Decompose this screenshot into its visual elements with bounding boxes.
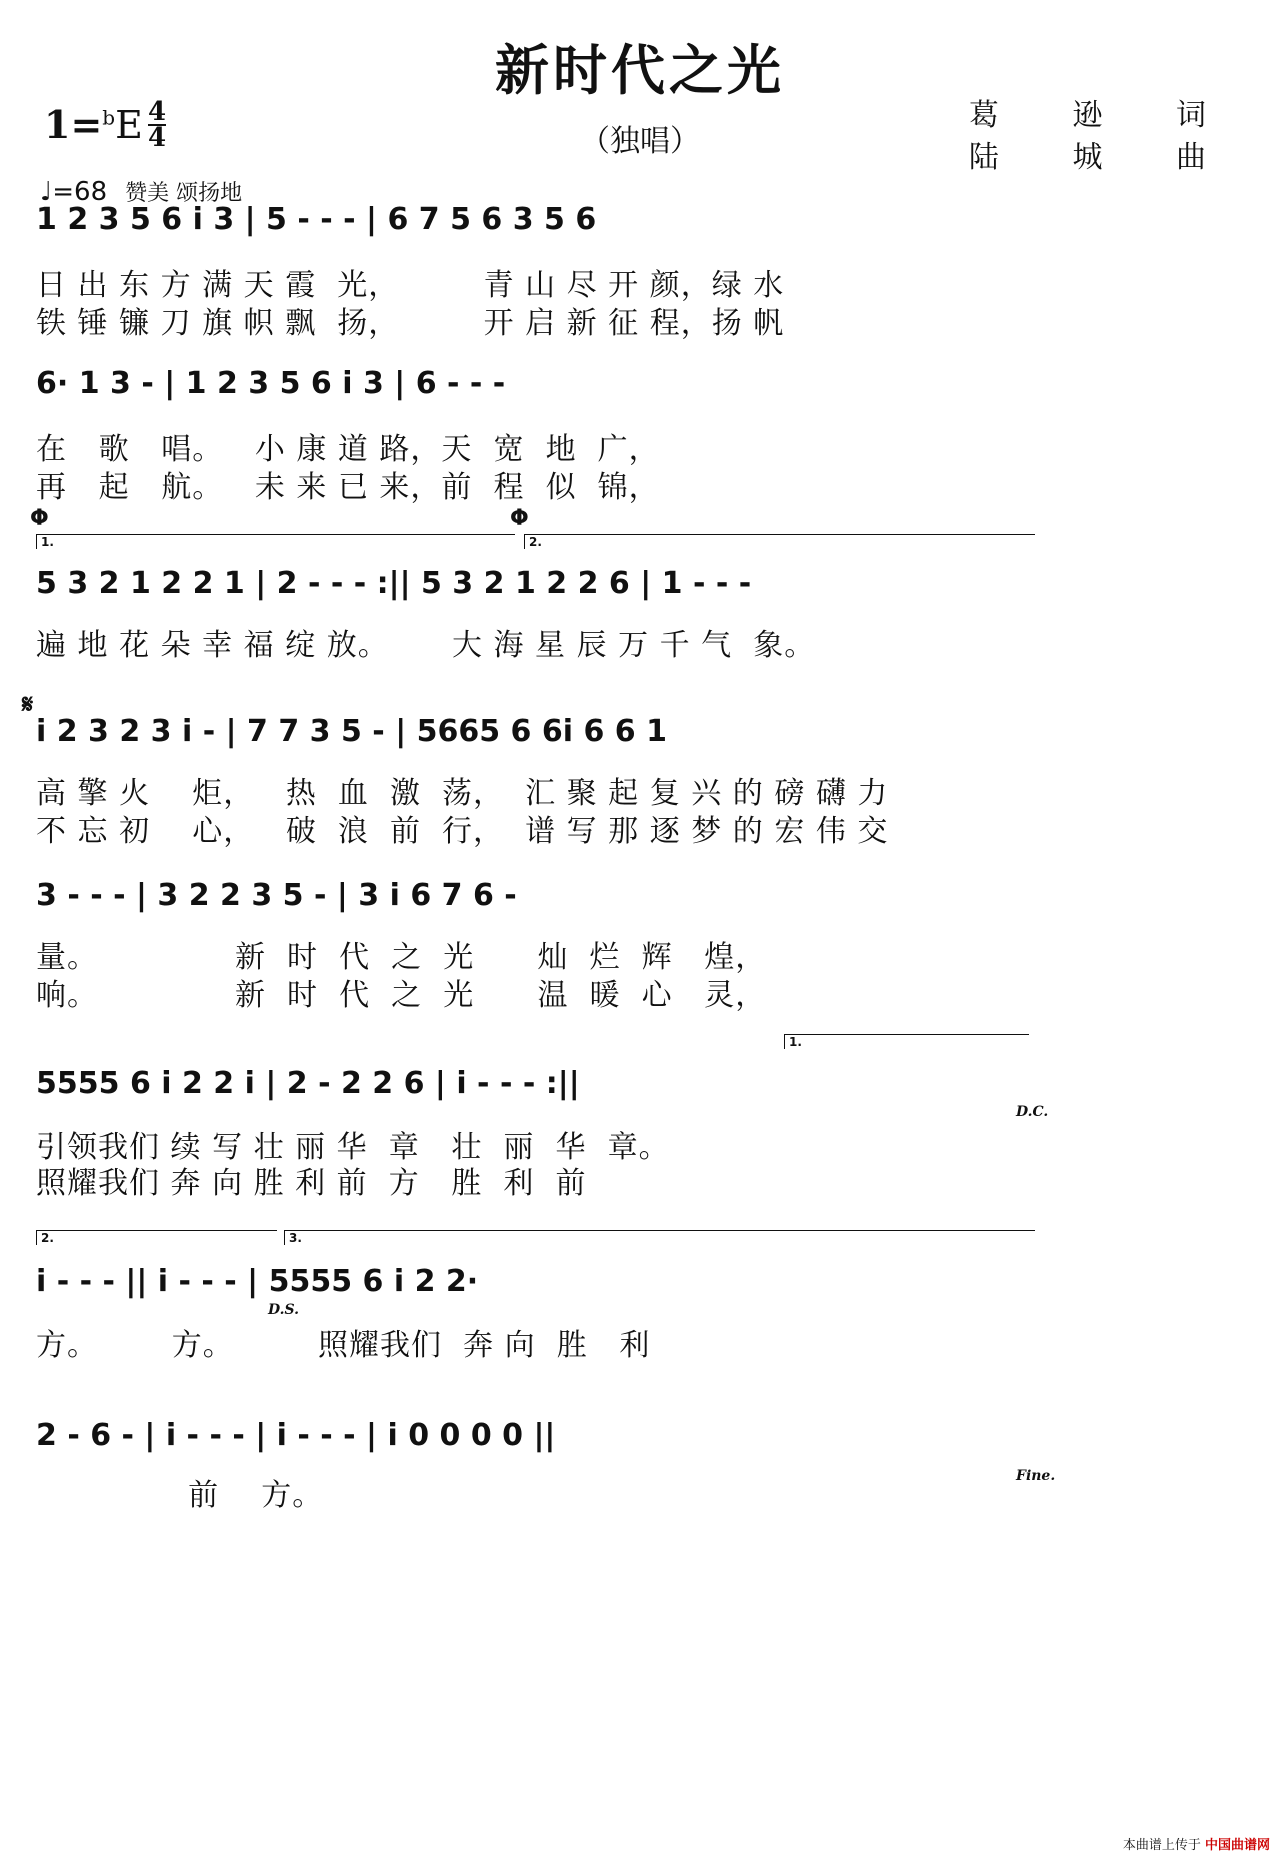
segno-icon: 𝄋 — [22, 690, 34, 720]
lyric-verse-2: 不 忘 初 心， 破 浪 前 行， 谱 写 那 逐 梦 的 宏 伟 交 — [36, 814, 889, 849]
dc-marking: D.C. — [1016, 1104, 1049, 1120]
volta-1-label: 1. — [41, 535, 54, 549]
time-bottom: 4 — [148, 123, 167, 153]
lyric-verse-1: 在 歌 唱。 小 康 道 路，天 宽 地 广， — [36, 432, 660, 467]
lyric-verse-2: 铁 锤 镰 刀 旗 帜 飘 扬， 开 启 新 征 程，扬 帆 — [36, 306, 785, 341]
volta-2-bracket — [36, 1230, 277, 1245]
key-note: E — [115, 103, 143, 147]
lyric-verse-2: 照耀我们 奔 向 胜 利 前 方 胜 利 前 — [36, 1166, 587, 1201]
footer-site-link[interactable]: 中国曲谱网 — [1204, 1838, 1270, 1853]
footer-credit — [1123, 1834, 1270, 1853]
expression-text: 赞美 颂扬地 — [125, 181, 243, 206]
notes-line — [36, 564, 1246, 614]
volta-2-label: 2. — [41, 1231, 54, 1245]
notes-line — [36, 712, 1246, 762]
key-signature — [44, 102, 143, 147]
notes-text: i 2 3 2 3 i - | 7 7 3 5 - | 5665 6 6i 6 6 1 — [36, 714, 667, 749]
composer-credit: 陆 城 曲 — [968, 140, 1238, 175]
notes-text: 1 2 3 5 6 i 3 | 5 - - - | 6 7 5 6 3 5 6 — [36, 202, 597, 237]
volta-1-bracket — [784, 1034, 1029, 1049]
notes-text: 2 - 6 - | i - - - | i - - - | i 0 0 0 0 || — [36, 1418, 556, 1453]
volta-1-label: 1. — [789, 1035, 802, 1049]
time-top: 4 — [148, 97, 167, 127]
notes-line — [36, 1416, 1246, 1466]
coda-icon: Φ — [510, 506, 529, 531]
fine-marking: Fine. — [1016, 1468, 1056, 1484]
notes-text: 3 - - - | 3 2 2 3 5 - | 3 i 6 7 6 - — [36, 878, 517, 913]
volta-1-bracket — [36, 534, 515, 549]
ds-marking: D.S. — [268, 1302, 300, 1318]
volta-2-bracket — [524, 534, 1035, 549]
lyric-verse-1: 前 方。 — [146, 1478, 324, 1513]
notes-line — [36, 1064, 1246, 1114]
lyric-verse-2: 再 起 航。 未 来 已 来，前 程 似 锦， — [36, 470, 660, 505]
quarter-note-icon: ♩ — [40, 177, 53, 207]
time-signature — [148, 97, 167, 153]
lyric-verse-1: 引领我们 续 写 壮 丽 华 章 壮 丽 华 章。 — [36, 1130, 670, 1165]
lyric-verse-1: 高 擎 火 炬， 热 血 激 荡， 汇 聚 起 复 兴 的 磅 礴 力 — [36, 776, 889, 811]
volta-2-label: 2. — [529, 535, 542, 549]
notes-text: 6· 1 3 - | 1 2 3 5 6 i 3 | 6 - - - — [36, 366, 506, 401]
notes-line — [36, 1262, 1246, 1312]
lyricist-credit: 葛 逊 词 — [968, 98, 1238, 133]
footer-prefix: 本曲谱上传于 — [1122, 1838, 1201, 1853]
volta-3-label: 3. — [289, 1231, 302, 1245]
lyric-verse-2: 响。 新 时 代 之 光 温 暖 心 灵， — [36, 978, 767, 1013]
lyric-verse-1: 遍 地 花 朵 幸 福 绽 放。 大 海 星 辰 万 千 气 象。 — [36, 628, 816, 663]
key-flat: b — [102, 105, 116, 130]
coda-icon: Φ — [30, 506, 49, 531]
notes-line — [36, 364, 1246, 414]
lyric-verse-1: 量。 新 时 代 之 光 灿 烂 辉 煌， — [36, 940, 767, 975]
lyric-verse-1: 日 出 东 方 满 天 霞 光， 青 山 尽 开 颜，绿 水 — [36, 268, 785, 303]
lyric-verse-1: 方。 方。 照耀我们 奔 向 胜 利 — [36, 1328, 651, 1363]
volta-3-bracket — [284, 1230, 1035, 1245]
tempo-value: =68 — [52, 177, 108, 207]
notes-text: 5 3 2 1 2 2 1 | 2 - - - :|| 5 3 2 1 2 2 6 | 1 - - - — [36, 566, 752, 601]
notes-line — [36, 200, 1246, 250]
notes-text: 5555 6 i 2 2 i | 2 - 2 2 6 | i - - - :|| — [36, 1066, 580, 1101]
song-subtitle: （独唱） — [580, 124, 700, 159]
song-title: 新时代之光 — [495, 39, 785, 102]
notes-line — [36, 876, 1246, 926]
notes-text: i - - - || i - - - | 5555 6 i 2 2· — [36, 1264, 479, 1299]
key-prefix: 1= — [44, 102, 103, 147]
